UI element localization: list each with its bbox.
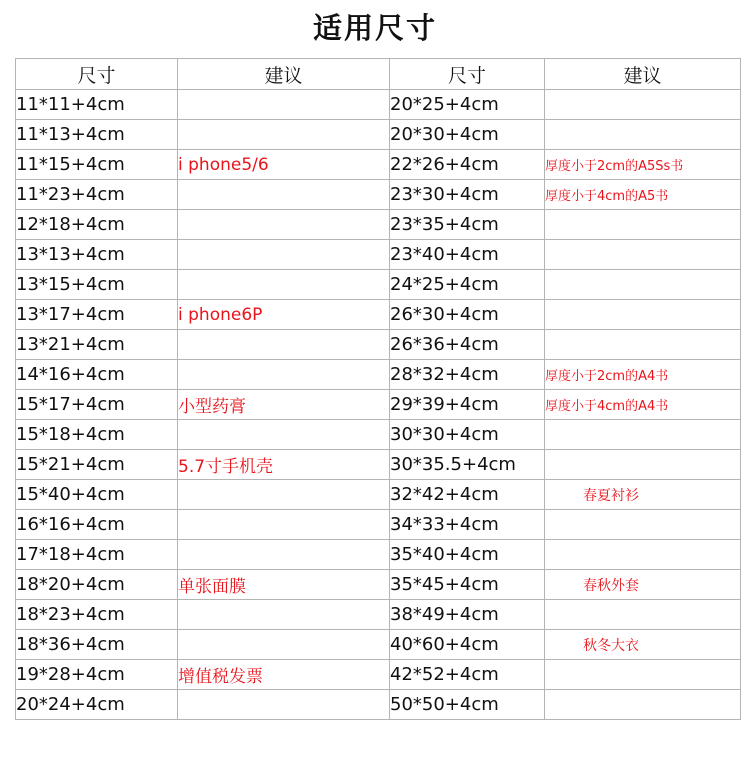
- suggestion-left-cell: [178, 210, 390, 240]
- suggestion-right-cell: [545, 120, 741, 150]
- size-left-cell: 13*21+4cm: [16, 330, 178, 360]
- size-right-cell: 30*35.5+4cm: [390, 450, 545, 480]
- table-row: [16, 630, 741, 660]
- suggestion-left-cell: [178, 270, 390, 300]
- size-left-cell: 20*24+4cm: [16, 690, 178, 720]
- table-row: [16, 90, 741, 120]
- size-left-cell: 18*36+4cm: [16, 630, 178, 660]
- suggestion-left-cell: 5.7寸手机壳: [178, 450, 390, 480]
- size-left-cell: 13*15+4cm: [16, 270, 178, 300]
- size-left-cell: 11*23+4cm: [16, 180, 178, 210]
- header-size-1: 尺寸: [16, 59, 178, 90]
- suggestion-right-cell: 厚度小于4cm的A5书: [545, 180, 741, 210]
- size-right-cell: 23*40+4cm: [390, 240, 545, 270]
- size-right-cell: 22*26+4cm: [390, 150, 545, 180]
- table-row: [16, 420, 741, 450]
- size-left-cell: 15*40+4cm: [16, 480, 178, 510]
- table-row: [16, 570, 741, 600]
- suggestion-left-cell: 增值税发票: [178, 660, 390, 690]
- size-left-cell: 17*18+4cm: [16, 540, 178, 570]
- size-right-cell: 20*25+4cm: [390, 90, 545, 120]
- suggestion-right-cell: [545, 660, 741, 690]
- suggestion-left-cell: [178, 90, 390, 120]
- table-row: [16, 270, 741, 300]
- suggestion-left-cell: [178, 540, 390, 570]
- suggestion-left-cell: [178, 510, 390, 540]
- size-left-cell: 12*18+4cm: [16, 210, 178, 240]
- table-row: [16, 210, 741, 240]
- table-header-row: [16, 59, 741, 90]
- suggestion-left-cell: i phone6P: [178, 300, 390, 330]
- size-left-cell: 18*23+4cm: [16, 600, 178, 630]
- suggestion-right-cell: [545, 270, 741, 300]
- table-row: [16, 390, 741, 420]
- suggestion-left-cell: [178, 180, 390, 210]
- size-right-cell: 30*30+4cm: [390, 420, 545, 450]
- suggestion-right-cell: [545, 210, 741, 240]
- table-row: [16, 240, 741, 270]
- header-suggestion-2: 建议: [545, 59, 741, 90]
- size-right-cell: 50*50+4cm: [390, 690, 545, 720]
- size-right-cell: 32*42+4cm: [390, 480, 545, 510]
- size-right-cell: 20*30+4cm: [390, 120, 545, 150]
- suggestion-left-cell: [178, 420, 390, 450]
- size-right-cell: 24*25+4cm: [390, 270, 545, 300]
- suggestion-right-cell: 厚度小于2cm的A4书: [545, 360, 741, 390]
- suggestion-right-cell: 春夏衬衫: [545, 480, 741, 510]
- table-row: [16, 360, 741, 390]
- suggestion-right-cell: [545, 600, 741, 630]
- suggestion-left-cell: i phone5/6: [178, 150, 390, 180]
- suggestion-right-cell: [545, 420, 741, 450]
- suggestion-left-cell: [178, 630, 390, 660]
- size-right-cell: 26*36+4cm: [390, 330, 545, 360]
- suggestion-right-cell: [545, 90, 741, 120]
- table-body: [16, 90, 741, 720]
- size-right-cell: 34*33+4cm: [390, 510, 545, 540]
- size-right-cell: 35*40+4cm: [390, 540, 545, 570]
- table-row: [16, 690, 741, 720]
- suggestion-right-cell: [545, 510, 741, 540]
- suggestion-left-cell: [178, 330, 390, 360]
- suggestion-left-cell: 单张面膜: [178, 570, 390, 600]
- size-left-cell: 18*20+4cm: [16, 570, 178, 600]
- size-left-cell: 14*16+4cm: [16, 360, 178, 390]
- suggestion-right-cell: [545, 690, 741, 720]
- suggestion-right-cell: 春秋外套: [545, 570, 741, 600]
- table-row: [16, 510, 741, 540]
- table-row: [16, 120, 741, 150]
- suggestion-right-cell: 秋冬大衣: [545, 630, 741, 660]
- size-right-cell: 23*30+4cm: [390, 180, 545, 210]
- header-suggestion-1: 建议: [178, 59, 390, 90]
- size-right-cell: 42*52+4cm: [390, 660, 545, 690]
- table-row: [16, 660, 741, 690]
- suggestion-left-cell: [178, 240, 390, 270]
- size-left-cell: 13*17+4cm: [16, 300, 178, 330]
- page-title: 适用尺寸: [312, 11, 437, 45]
- suggestion-right-cell: 厚度小于4cm的A4书: [545, 390, 741, 420]
- suggestion-right-cell: [545, 450, 741, 480]
- suggestion-left-cell: [178, 600, 390, 630]
- table-row: [16, 480, 741, 510]
- suggestion-left-cell: [178, 690, 390, 720]
- size-right-cell: 38*49+4cm: [390, 600, 545, 630]
- size-left-cell: 13*13+4cm: [16, 240, 178, 270]
- size-left-cell: 11*15+4cm: [16, 150, 178, 180]
- table-row: [16, 180, 741, 210]
- size-left-cell: 15*17+4cm: [16, 390, 178, 420]
- table-row: [16, 330, 741, 360]
- header-size-2: 尺寸: [390, 59, 545, 90]
- table-row: [16, 300, 741, 330]
- table-row: [16, 450, 741, 480]
- size-left-cell: 19*28+4cm: [16, 660, 178, 690]
- size-right-cell: 40*60+4cm: [390, 630, 545, 660]
- size-right-cell: 35*45+4cm: [390, 570, 545, 600]
- size-right-cell: 23*35+4cm: [390, 210, 545, 240]
- suggestion-right-cell: [545, 330, 741, 360]
- suggestion-right-cell: [545, 300, 741, 330]
- size-left-cell: 11*13+4cm: [16, 120, 178, 150]
- size-left-cell: 16*16+4cm: [16, 510, 178, 540]
- table-row: [16, 600, 741, 630]
- table-row: [16, 150, 741, 180]
- size-table: [15, 58, 741, 720]
- size-right-cell: 29*39+4cm: [390, 390, 545, 420]
- table-row: [16, 540, 741, 570]
- suggestion-right-cell: [545, 540, 741, 570]
- size-right-cell: 28*32+4cm: [390, 360, 545, 390]
- suggestion-left-cell: [178, 480, 390, 510]
- size-left-cell: 15*21+4cm: [16, 450, 178, 480]
- suggestion-right-cell: 厚度小于2cm的A5Ss书: [545, 150, 741, 180]
- suggestion-left-cell: 小型药膏: [178, 390, 390, 420]
- size-left-cell: 15*18+4cm: [16, 420, 178, 450]
- suggestion-left-cell: [178, 360, 390, 390]
- size-left-cell: 11*11+4cm: [16, 90, 178, 120]
- suggestion-right-cell: [545, 240, 741, 270]
- suggestion-left-cell: [178, 120, 390, 150]
- size-right-cell: 26*30+4cm: [390, 300, 545, 330]
